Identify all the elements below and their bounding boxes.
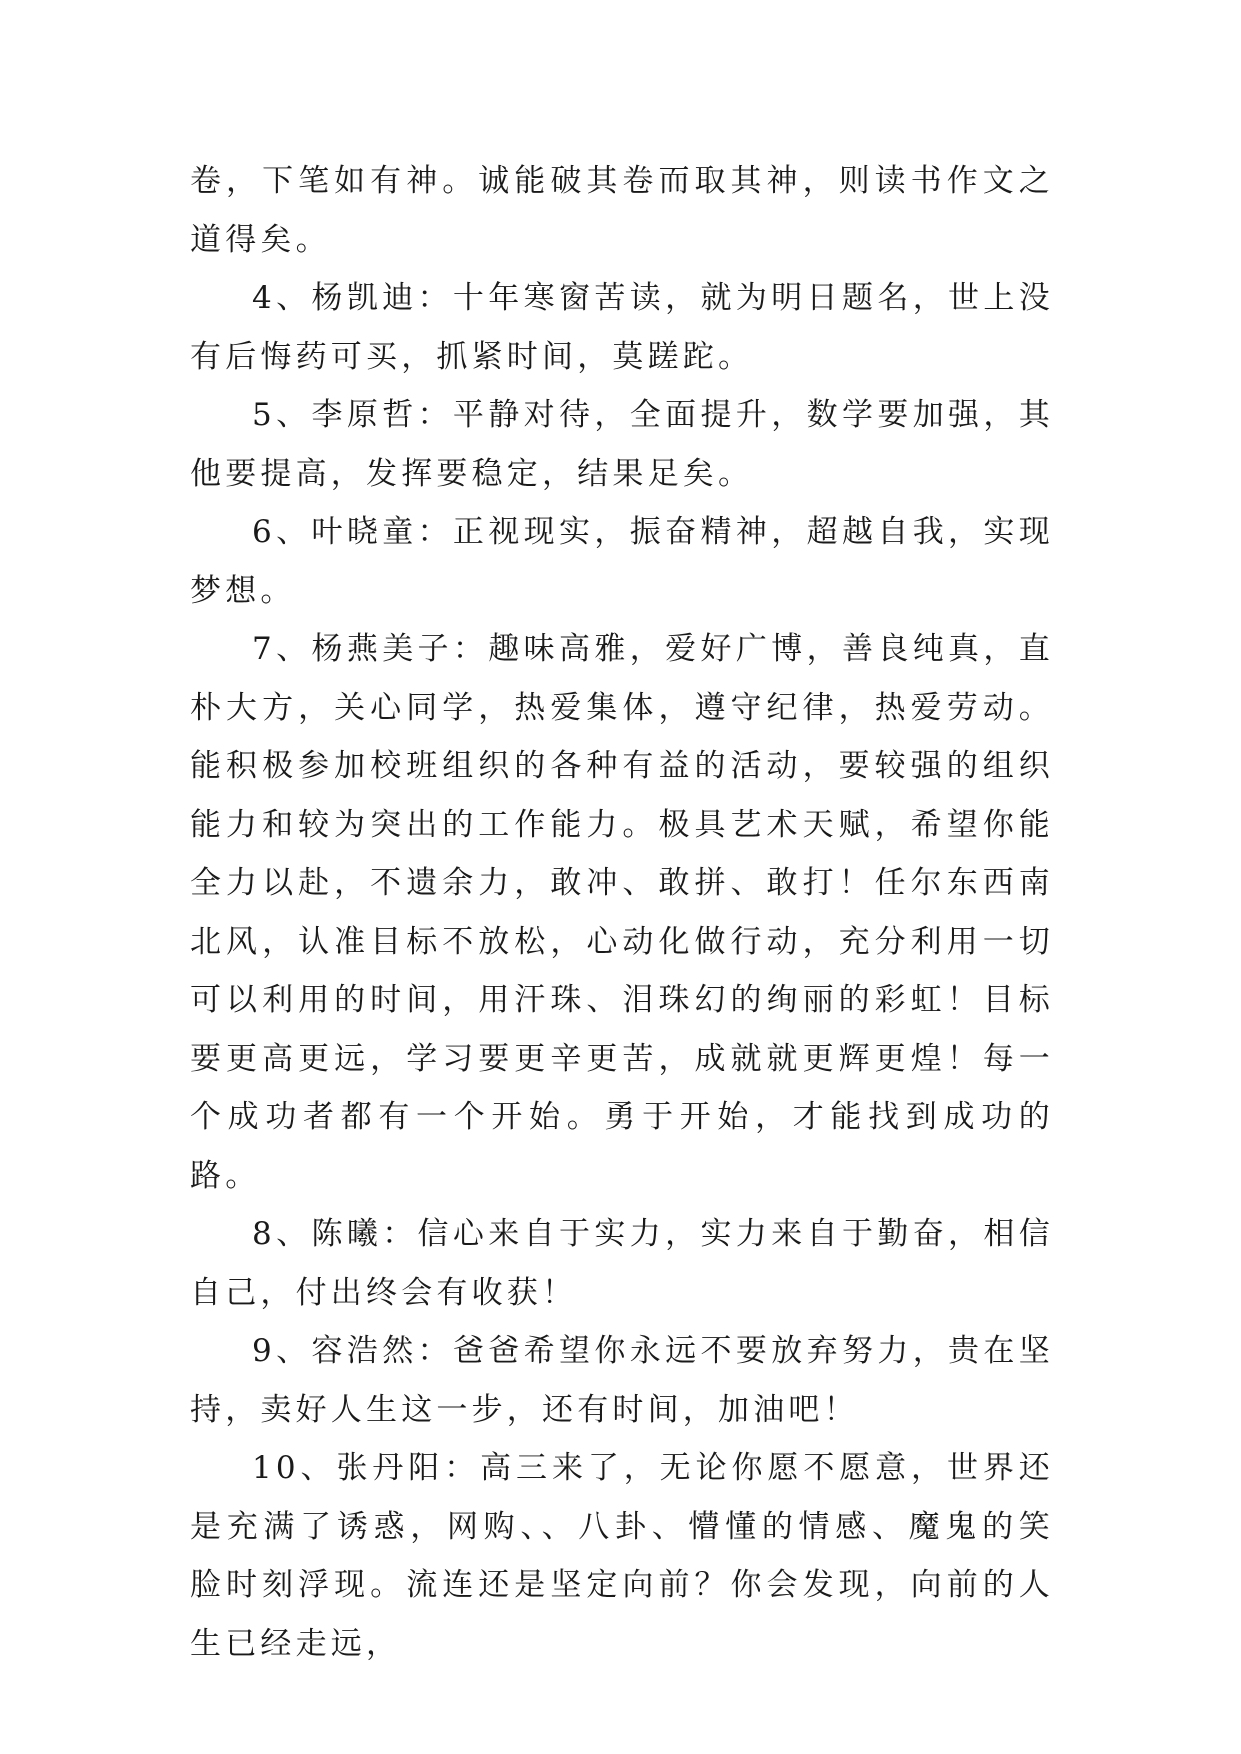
paragraph-10: 10、张丹阳：高三来了，无论你愿不愿意，世界还是充满了诱惑，网购、、八卦、懵懂的情感、魔鬼的笑脸时刻浮现。流连还是坚定向前？你会发现，向前的人生已经走远， xyxy=(190,1450,1054,1662)
paragraph-4: 4、杨凯迪：十年寒窗苦读，就为明日题名，世上没有后悔药可买，抓紧时间，莫蹉跎。 xyxy=(190,280,1054,375)
paragraph-continued: 卷，下笔如有神。诚能破其卷而取其神，则读书作文之道得矣。 xyxy=(190,163,1054,258)
paragraph-9: 9、容浩然：爸爸希望你永远不要放弃努力，贵在坚持，卖好人生这一步，还有时间，加油吧！ xyxy=(190,1333,1054,1428)
paragraph-7: 7、杨燕美子：趣味高雅，爱好广博，善良纯真，直朴大方，关心同学，热爱集体，遵守纪律，热爱劳动。能积极参加校班组织的各种有益的活动，要较强的组织能力和较为突出的工作能力。极具艺术天赋，希望你能全力以赴，不遗余力，敢冲、敢拼、敢打！任尔东西南北风，认准目标不放松，心动化做行动，充分利用一切可以利用的时间，用汗珠、泪珠幻的绚丽的彩虹！目标要更高更远，学习要更辛更苦，成就就更辉更煌！每一个成功者都有一个开始。勇于开始，才能找到成功的路。 xyxy=(190,631,1054,1194)
paragraph-8: 8、陈曦：信心来自于实力，实力来自于勤奋，相信自己，付出终会有收获！ xyxy=(190,1216,1054,1311)
document-page xyxy=(190,152,1054,1673)
paragraph-6: 6、叶晓童：正视现实，振奋精神，超越自我，实现梦想。 xyxy=(190,514,1054,609)
paragraph-5: 5、李原哲：平静对待，全面提升，数学要加强，其他要提高，发挥要稳定，结果足矣。 xyxy=(190,397,1054,492)
